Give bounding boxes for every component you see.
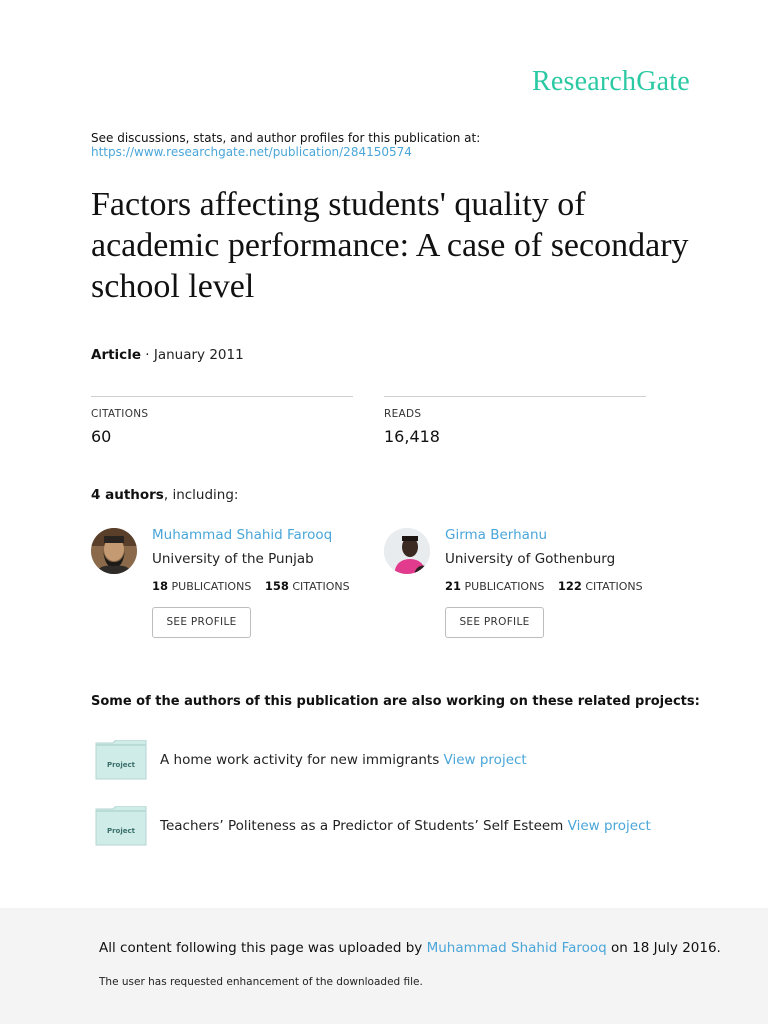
enhancement-note: The user has requested enhancement of the downloaded file. <box>99 976 423 988</box>
citations-label: CITATIONS <box>91 408 149 420</box>
authors-heading <box>91 487 238 503</box>
publication-url-link[interactable]: https://www.researchgate.net/publication/284150574 <box>91 145 412 159</box>
avatar[interactable] <box>91 528 137 574</box>
upload-suffix: on 18 July 2016. <box>611 940 721 956</box>
author-institution: University of Gothenburg <box>445 551 616 567</box>
project-folder-icon <box>95 740 147 780</box>
reads-label: READS <box>384 408 422 420</box>
project-folder-label: Project <box>106 761 136 769</box>
avatar[interactable] <box>384 528 430 574</box>
author-citations-label: CITATIONS <box>292 580 350 593</box>
project-title: Teachers’ Politeness as a Predictor of Students’ Self Esteem <box>160 818 564 834</box>
discussion-text: See discussions, stats, and author profiles for this publication at: <box>91 131 481 145</box>
project-folder-label: Project <box>106 827 136 835</box>
related-projects-heading: Some of the authors of this publication are also working on these related projects: <box>91 694 700 709</box>
author-publications-label: PUBLICATIONS <box>464 580 545 593</box>
project-item <box>95 806 715 846</box>
view-project-link[interactable]: View project <box>443 752 527 768</box>
author-card-1 <box>91 526 371 646</box>
view-project-link[interactable]: View project <box>567 818 651 834</box>
researchgate-logo[interactable]: ResearchGate <box>532 66 690 97</box>
author-publications-count: 18 <box>152 579 169 593</box>
project-folder-icon <box>95 806 147 846</box>
author-citations-count: 122 <box>557 579 582 593</box>
author-photo-icon <box>384 528 430 574</box>
publication-meta <box>91 347 244 363</box>
author-stats <box>445 579 643 593</box>
see-profile-button[interactable]: SEE PROFILE <box>152 607 251 638</box>
uploader-link[interactable]: Muhammad Shahid Farooq <box>426 940 607 956</box>
citations-value: 60 <box>91 427 112 446</box>
reads-stat <box>384 396 646 446</box>
publication-title: Factors affecting students' quality of academic performance: A case of secondary school level <box>91 186 689 305</box>
project-text <box>160 818 651 834</box>
discussion-notice <box>91 131 480 159</box>
meta-separator: · <box>140 347 154 363</box>
reads-value: 16,418 <box>384 427 440 446</box>
author-citations-label: CITATIONS <box>585 580 643 593</box>
author-publications-count: 21 <box>445 579 462 593</box>
upload-prefix: All content following this page was uploaded by <box>99 940 423 956</box>
authors-suffix: , including: <box>163 487 239 503</box>
upload-statement <box>99 940 721 956</box>
author-name-link[interactable]: Muhammad Shahid Farooq <box>152 527 333 543</box>
publication-date: January 2011 <box>153 347 244 363</box>
author-publications-label: PUBLICATIONS <box>171 580 252 593</box>
author-citations-count: 158 <box>264 579 289 593</box>
project-text <box>160 752 527 768</box>
author-card-2 <box>384 526 664 646</box>
upload-footer <box>0 908 768 1024</box>
authors-count: 4 authors <box>91 487 164 503</box>
publication-type: Article <box>91 347 141 363</box>
author-photo-icon <box>91 528 137 574</box>
author-stats <box>152 579 350 593</box>
see-profile-button[interactable]: SEE PROFILE <box>445 607 544 638</box>
project-title: A home work activity for new immigrants <box>160 752 440 768</box>
author-name-link[interactable]: Girma Berhanu <box>445 527 548 543</box>
author-institution: University of the Punjab <box>152 551 314 567</box>
project-item <box>95 740 715 780</box>
citations-stat <box>91 396 353 446</box>
